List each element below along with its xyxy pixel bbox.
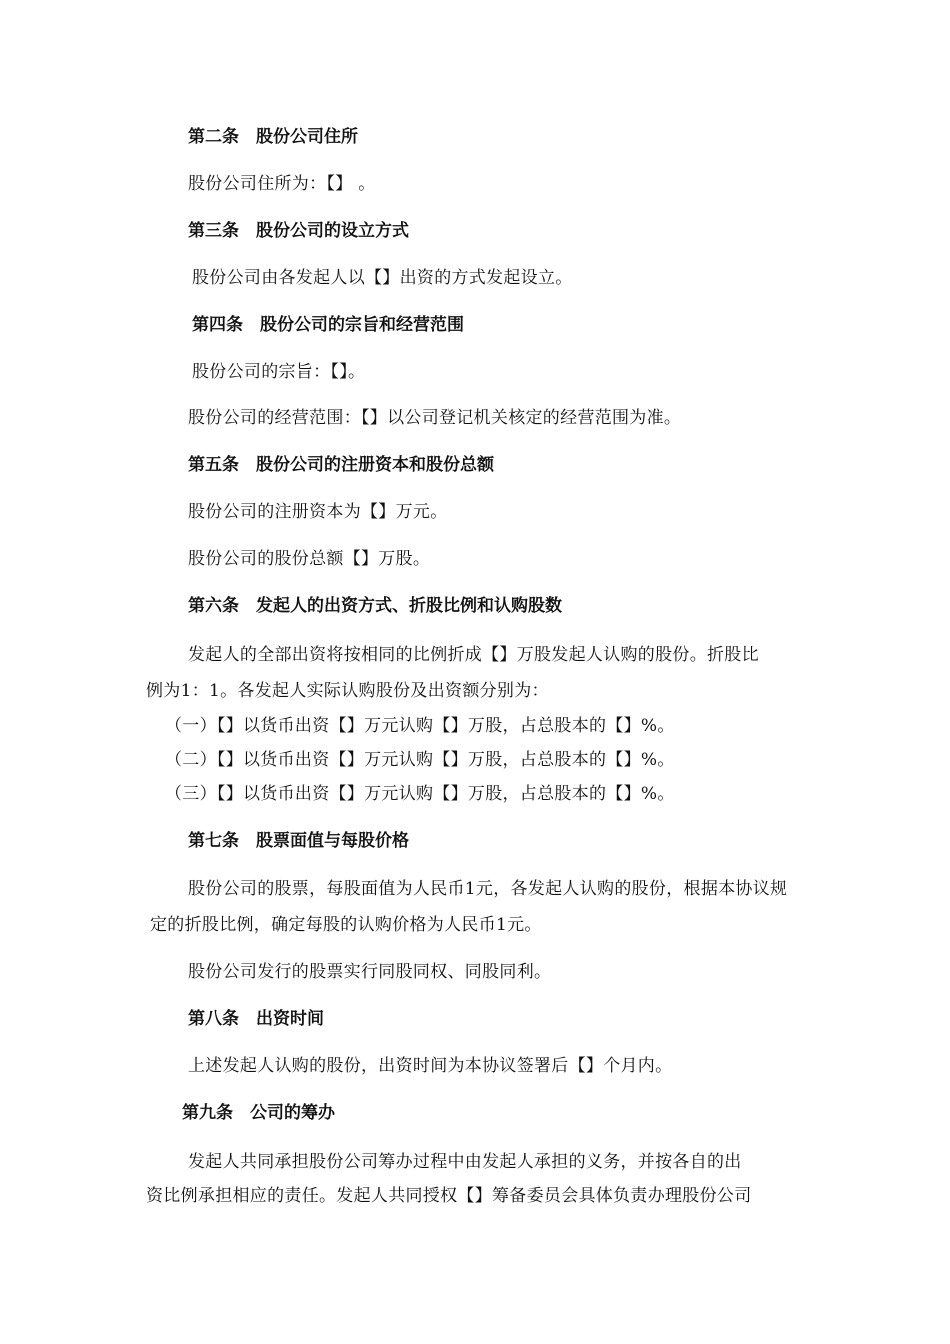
article-3-paragraph: 股份公司由各发起人以【】出资的方式发起设立。 xyxy=(192,268,573,288)
article-7-paragraph-line-2: 定的折股比例，确定每股的认购价格为人民币1元。 xyxy=(150,915,542,935)
article-7-paragraph-line-1: 股份公司的股票，每股面值为人民币1元，各发起人认购的股份，根据本协议规 xyxy=(188,879,788,899)
article-6-paragraph-line-2: 例为1：1。各发起人实际认购股份及出资额分别为： xyxy=(146,681,549,701)
article-7-heading: 第七条 股票面值与每股价格 xyxy=(188,831,409,851)
article-4-paragraph-scope: 股份公司的经营范围：【】以公司登记机关核定的经营范围为准。 xyxy=(188,408,682,428)
article-8-paragraph: 上述发起人认购的股份，出资时间为本协议签署后【】个月内。 xyxy=(188,1056,673,1076)
article-3-heading: 第三条 股份公司的设立方式 xyxy=(188,221,409,241)
article-6-item-3: （三）【】以货币出资【】万元认购【】万股，占总股本的【】%。 xyxy=(165,784,675,804)
article-8-heading: 第八条 出资时间 xyxy=(188,1009,324,1029)
article-9-paragraph-line-1: 发起人共同承担股份公司筹办过程中由发起人承担的义务，并按各自的出 xyxy=(188,1152,742,1172)
article-6-item-1: （一）【】以货币出资【】万元认购【】万股，占总股本的【】%。 xyxy=(165,716,675,736)
article-6-heading: 第六条 发起人的出资方式、折股比例和认购股数 xyxy=(188,596,562,616)
article-6-paragraph-line-1: 发起人的全部出资将按相同的比例折成【】万股发起人认购的股份。折股比 xyxy=(188,645,759,665)
article-9-paragraph-line-2: 资比例承担相应的责任。发起人共同授权【】筹备委员会具体负责办理股份公司 xyxy=(146,1186,752,1206)
article-5-heading: 第五条 股份公司的注册资本和股份总额 xyxy=(188,455,494,475)
article-4-heading: 第四条 股份公司的宗旨和经营范围 xyxy=(192,315,464,335)
article-7-paragraph-2: 股份公司发行的股票实行同股同权、同股同利。 xyxy=(188,962,552,982)
article-2-paragraph: 股份公司住所为：【】 。 xyxy=(188,174,376,194)
article-6-item-2: （二）【】以货币出资【】万元认购【】万股，占总股本的【】%。 xyxy=(165,750,675,770)
article-4-paragraph-purpose: 股份公司的宗旨：【】。 xyxy=(192,362,366,382)
article-2-heading: 第二条 股份公司住所 xyxy=(188,127,358,147)
article-5-paragraph-shares: 股份公司的股份总额【】万股。 xyxy=(188,549,431,569)
article-9-heading: 第九条 公司的筹办 xyxy=(182,1103,335,1123)
article-5-paragraph-capital: 股份公司的注册资本为【】万元。 xyxy=(188,502,448,522)
